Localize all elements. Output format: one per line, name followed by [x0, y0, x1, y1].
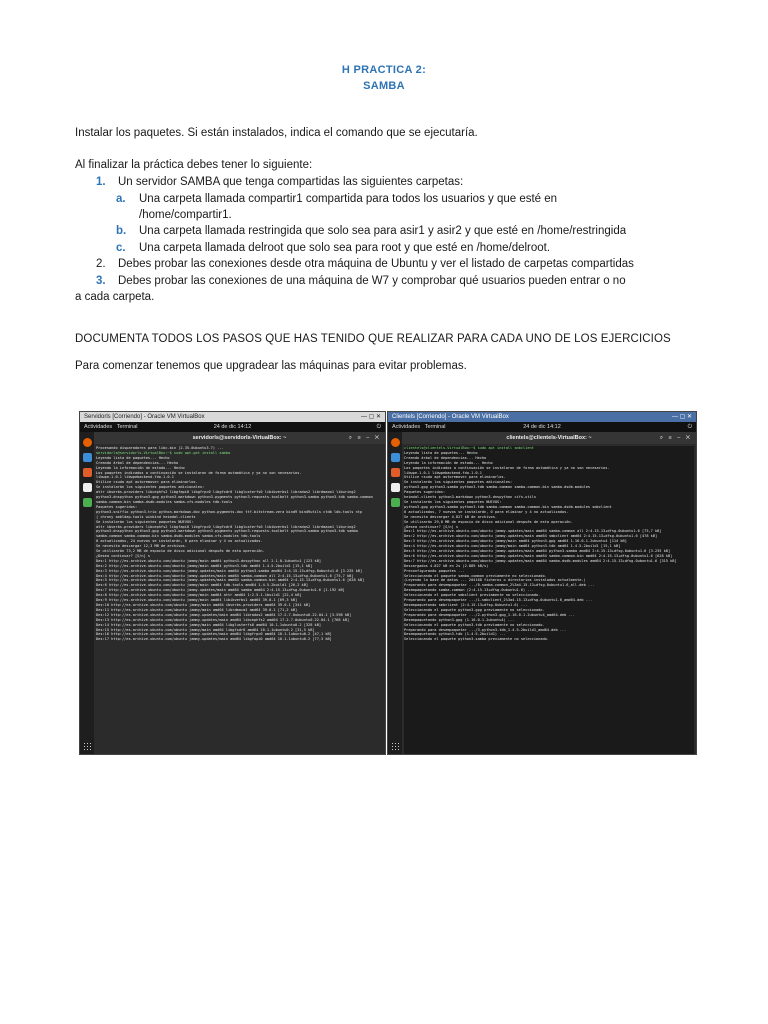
terminal-line: samba-common-bin samba-dsdb-modules samba-vfs-modules tdb-tools	[96, 499, 233, 504]
window-controls: — ▢ ✕	[360, 414, 381, 420]
list-item-3-wrap: a cada carpeta.	[75, 291, 155, 303]
ubuntu-dock	[80, 432, 94, 754]
terminal-titlebar	[402, 432, 696, 444]
terminal-line: Preconfigurando paquetes ...	[404, 568, 465, 573]
sublist-letter-b: b.	[116, 225, 127, 237]
ubuntu-dock	[388, 432, 402, 754]
terminal-line: Desempaquetando python3-tdb (1.4.5-2build1) ...	[404, 632, 506, 637]
terminal-titlebar	[94, 432, 385, 444]
terminal-output	[96, 446, 383, 754]
sublist-letter-c: c.	[116, 242, 126, 254]
terminal-line: Se utilizarán 73,2 MB de espacio de disco adicional después de esta operación.	[96, 549, 265, 554]
files-icon	[391, 453, 400, 462]
terminal-app-label: Terminal	[116, 424, 138, 430]
terminal-line: Des:16 http://es.archive.ubuntu.com/ubuntu jammy-updates/main amd64 libgfrpc0 amd64 10.1-1ubuntu0.2 [47,1 kB]	[96, 632, 332, 637]
terminal-line: Los paquetes indicados a continuación se instalaron de forma automática y ya no son necesarios.	[404, 465, 610, 470]
terminal-line: Des:1 http://es.archive.ubuntu.com/ubuntu jammy-updates/main amd64 samba-common all 2:4.15.13+dfsg-0ubuntu1.6 [75,7 kB]	[404, 529, 662, 534]
terminal-line: Seleccionando el paquete smbclient previamente no seleccionado.	[404, 593, 541, 598]
terminal-line: Creando árbol de dependencias... Hecho	[96, 460, 179, 465]
terminal-line: Preparando para desempaquetar .../3-python3-tdb_1.4.5-2build1_amd64.deb ...	[404, 627, 567, 632]
terminal-line: Se necesita descargar 4.827 kB de archivos.	[404, 514, 498, 519]
window-controls: — ▢ ✕	[671, 414, 692, 420]
terminal-line: ¿Desea continuar? [S/n] s	[96, 553, 151, 558]
sublist-letter-a: a.	[116, 193, 126, 205]
terminal-line: ¿Desea continuar? [S/n] s	[404, 524, 459, 529]
server-vm-screenshot	[79, 411, 386, 755]
clock: 24 de dic 14:12	[213, 424, 252, 430]
terminal-line: 0 actualizados, 7 nuevos se instalarán, 0 para eliminar y 4 no actualizados.	[404, 509, 569, 514]
terminal-line: Se necesita descargar 12,3 MB de archivos.	[96, 544, 187, 549]
terminal-line: Des:6 http://es.archive.ubuntu.com/ubuntu jammy/main amd64 tdb-tools amd64 1.4.5-2build1 [26,2 kB]	[96, 583, 309, 588]
terminal-line: Leyendo la información de estado... Hecho	[96, 465, 185, 470]
terminal-line: Seleccionando el paquete samba-common previamente no seleccionado.	[404, 573, 547, 578]
sublist-item-a: Una carpeta llamada compartir1 compartida para todos los usuarios y que esté en	[139, 193, 558, 205]
terminal-line: clientels@clientels-VirtualBox:~$ sudo apt install smbclient	[404, 446, 534, 450]
terminal-line: Utilice «sudo apt autoremove» para eliminarlos.	[96, 480, 198, 485]
terminal-line: Des:3 http://es.archive.ubuntu.com/ubuntu jammy/main amd64 python3-gpg amd64 1.16.0-1.2ubuntu4 [114 kB]	[404, 539, 627, 544]
vbox-titlebar	[388, 412, 696, 422]
terminal-line: Des:5 http://es.archive.ubuntu.com/ubuntu jammy-updates/main amd64 samba-common-bin amd64 2:4.15.13+dfsg-0ubuntu1.6 [628 kB]	[96, 578, 365, 583]
terminal-line: Desempaquetando python3-gpg (1.16.0-1.2ubuntu4) ...	[404, 617, 515, 622]
documenta-heading: DOCUMENTA TODOS LOS PASOS QUE HAS TENIDO QUE REALIZAR PARA CADA UNO DE LOS EJERCICIOS	[75, 333, 671, 345]
client-vm-screenshot	[387, 411, 697, 755]
software-icon	[83, 468, 92, 477]
terminal-line: heimdal-clients python3-markdown python3-dnspython cifs-utils	[404, 495, 536, 500]
terminal-line: Des:7 http://es.archive.ubuntu.com/ubuntu jammy-updates/main amd64 samba amd64 2:4.15.13+dfsg-0ubuntu1.6 [1.192 kB]	[96, 588, 345, 593]
terminal-line: python3-gpg python3-samba python3-tdb samba-common samba-common-bin samba-dsdb-modules smbclient	[404, 504, 612, 509]
terminal-line: Des:3 http://es.archive.ubuntu.com/ubuntu jammy-updates/main amd64 python3-samba amd64 2:4.15.13+dfsg-0ubuntu1.6 [3.235 kB]	[96, 568, 363, 573]
terminal-line: Des:7 http://es.archive.ubuntu.com/ubuntu jammy-updates/main amd64 samba-dsdb-modules amd64 2:4.15.13+dfsg-0ubuntu1.6 [315 kB]	[404, 558, 677, 563]
sublist-item-c: Una carpeta llamada delroot que solo sea para root y que esté en /home/delroot.	[139, 242, 551, 254]
terminal-line: (Leyendo la base de datos ... 204168 ficheros o directorios instalados actualmente.)	[404, 578, 586, 583]
terminal-line: Creando árbol de dependencias... Hecho	[404, 455, 487, 460]
terminal-controls-icon: ⌕ ≡ – ✕	[348, 435, 381, 441]
terminal-line: Preparando para desempaquetar .../0-samba-common_2%3a4.15.13+dfsg-0ubuntu1.6_all.deb ...	[404, 583, 595, 588]
firefox-icon	[391, 438, 400, 447]
list-number-3: 3.	[96, 275, 106, 287]
files-icon	[83, 453, 92, 462]
terminal-line: Preparando para desempaquetar .../2-python3-gpg_1.16.0-1.2ubuntu4_amd64.deb ...	[404, 612, 575, 617]
help-icon	[83, 483, 92, 492]
terminal-line: Des:15 http://es.archive.ubuntu.com/ubuntu jammy/main amd64 libgfxdr0 amd64 10.1-1ubuntu0.2 [31,5 kB]	[96, 627, 315, 632]
terminal-line: python3-dnspython python3-gpg python3-markdown python3-pygments python3-requests-toolbelt python3-samba python3-tdb samba-common	[96, 495, 373, 500]
terminal-line: Des:2 http://es.archive.ubuntu.com/ubuntu jammy-updates/main amd64 smbclient amd64 2:4.15.13+dfsg-0ubuntu1.6 [478 kB]	[404, 534, 658, 539]
software-icon	[391, 468, 400, 477]
terminal-line: Des:9 http://es.archive.ubuntu.com/ubuntu jammy/main amd64 libibverbs1 amd64 39.0-1 [69,3 kB]	[96, 598, 298, 603]
doc-subtitle: SAMBA	[363, 80, 405, 92]
terminal-line: attr ibverbs-providers libcephfs2 libgfapi0 libgfrpc0 libgfxdr0 libglusterfs0 libibverbs1 librados2 librdmacm1 liburing2	[96, 490, 356, 495]
system-tray-icon: ⏻	[687, 424, 692, 430]
list-item-2: Debes probar las conexiones desde otra máquina de Ubuntu y ver el listado de carpetas compartidas	[118, 258, 634, 270]
terminal-line: Leyendo lista de paquetes... Hecho	[96, 455, 170, 460]
activities-label: Actividades	[392, 424, 421, 430]
terminal-line: Los paquetes indicados a continuación se instalaron de forma automática y ya no son necesarios.	[96, 470, 302, 475]
app-grid-icon	[83, 742, 91, 750]
terminal-line: Seleccionando el paquete python3-gpg previamente no seleccionado.	[404, 607, 545, 612]
list-item-1: Un servidor SAMBA que tenga compartidas las siguientes carpetas:	[118, 176, 464, 188]
vbox-title: Servidorls [Corriendo] - Oracle VM VirtualBox	[84, 414, 205, 420]
terminal-line: Des:11 http://es.archive.ubuntu.com/ubuntu jammy/main amd64 librdmacm1 amd64 39.0-1 [71,2 kB]	[96, 607, 298, 612]
terminal-line: libwpe-1.0-1 libwpebackend-fdo-1.0-1	[96, 475, 174, 480]
terminal-line: Des:1 http://es.archive.ubuntu.com/ubuntu jammy/main amd64 python3-dnspython all 2.1.0-1ubuntu1 [123 kB]	[96, 558, 322, 563]
terminal-line: Des:2 http://es.archive.ubuntu.com/ubuntu jammy/main amd64 python3-tdb amd64 1.4.5-2build1 [15,1 kB]	[96, 563, 313, 568]
terminal-line: Des:4 http://es.archive.ubuntu.com/ubuntu jammy-updates/main amd64 samba-common all 2:4.15.13+dfsg-0ubuntu1.6 [75,7 kB]	[96, 573, 354, 578]
terminal-line: Se instalarán los siguientes paquetes NUEVOS:	[404, 499, 502, 504]
terminal-line: Preparando para desempaquetar .../1-smbclient_2%3a4.15.13+dfsg-0ubuntu1.6_amd64.deb ...	[404, 598, 593, 603]
terminal-line: Des:8 http://es.archive.ubuntu.com/ubuntu jammy/main amd64 attr amd64 1:2.5.1-1build1 [22,4 kB]	[96, 593, 302, 598]
terminal-line: Seleccionando el paquete python3-tdb previamente no seleccionado.	[404, 622, 545, 627]
terminal-line: Paquetes sugeridos:	[96, 504, 138, 509]
terminal-line: libwpe-1.0-1 libwpebackend-fdo-1.0-1	[404, 470, 482, 475]
terminal-line: Leyendo lista de paquetes... Hecho	[404, 450, 478, 455]
terminal-output	[404, 446, 694, 754]
terminal-line: Des:10 http://es.archive.ubuntu.com/ubuntu jammy/main amd64 ibverbs-providers amd64 39.0-1 [341 kB]	[96, 603, 311, 607]
trash-icon	[83, 498, 92, 507]
terminal-line: Procesando disparadores para libc-bin (2.35-0ubuntu3.7) ...	[96, 446, 224, 450]
vbox-title: Clientels [Corriendo] - Oracle VM VirtualBox	[392, 414, 509, 420]
terminal-title: servidorls@servidorls-VirtualBox: ~	[192, 435, 287, 441]
doc-title: H PRACTICA 2:	[341, 64, 427, 76]
final-intro-paragraph: Al finalizar la práctica debes tener lo siguiente:	[75, 159, 313, 171]
terminal-line: attr ibverbs-providers libcephfs2 libgfapi0 libgfrpc0 libgfxdr0 libglusterfs0 libibverbs1 librados2 librdmacm1 liburing2	[96, 524, 356, 529]
terminal-line: Des:6 http://es.archive.ubuntu.com/ubuntu jammy-updates/main amd64 samba-common-bin amd64 2:4.15.13+dfsg-0ubuntu1.6 [628 kB]	[404, 553, 673, 558]
terminal-line: Descargados 4.827 kB en 2s (2.889 kB/s)	[404, 563, 489, 568]
intro-paragraph: Instalar los paquetes. Si están instalados, indica el comando que se ejecutaría.	[75, 127, 478, 139]
activities-label: Actividades	[84, 424, 113, 430]
terminal-line: | chrony smbldap-tools winbind heimdal-clients	[96, 514, 196, 519]
list-item-3: Debes probar las conexiones de una máquina de W7 y comprobar qué usuarios pueden entrar o no	[118, 275, 626, 287]
terminal-line: Seleccionando el paquete python3-samba previamente no seleccionado.	[404, 637, 549, 642]
terminal-line: Des:13 http://es.archive.ubuntu.com/ubuntu jammy-updates/main amd64 libcephfs2 amd64 17.2.7-0ubuntu0.22.04.1 [768 kB]	[96, 617, 350, 622]
terminal-line: Se instalarán los siguientes paquetes adicionales:	[404, 480, 513, 485]
terminal-app-label: Terminal	[424, 424, 446, 430]
trash-icon	[391, 498, 400, 507]
gnome-topbar	[388, 422, 696, 432]
firefox-icon	[83, 438, 92, 447]
upgrade-paragraph: Para comenzar tenemos que upgradear las máquinas para evitar problemas.	[75, 360, 467, 372]
sublist-item-a-wrap: /home/compartir1.	[139, 209, 232, 221]
help-icon	[391, 483, 400, 492]
terminal-line: Paquetes sugeridos:	[404, 490, 446, 495]
terminal-title: clientels@clientels-VirtualBox: ~	[506, 435, 592, 441]
terminal-line: Des:12 http://es.archive.ubuntu.com/ubuntu jammy-updates/main amd64 librados2 amd64 17.2.7-0ubuntu0.22.04.1 [3.598 kB]	[96, 612, 352, 617]
terminal-line: 0 actualizados, 24 nuevos se instalarán, 0 para eliminar y 4 no actualizados.	[96, 539, 263, 544]
terminal-controls-icon: ⌕ ≡ – ✕	[659, 435, 692, 441]
terminal-line: Des:4 http://es.archive.ubuntu.com/ubuntu jammy/main amd64 python3-tdb amd64 1.4.5-2build1 [15,1 kB]	[404, 544, 621, 549]
terminal-line: samba-common samba-common-bin samba-dsdb-modules samba-vfs-modules tdb-tools	[96, 534, 261, 539]
app-grid-icon	[391, 742, 399, 750]
system-tray-icon: ⏻	[376, 424, 381, 430]
terminal-line: python3-gpg python3-samba python3-tdb samba-common samba-common-bin samba-dsdb-modules	[404, 485, 591, 490]
terminal-line: Desempaquetando samba-common (2:4.15.13+dfsg-0ubuntu1.6) ...	[404, 588, 534, 593]
sublist-item-b: Una carpeta llamada restringida que solo sea para asir1 y asir2 y que esté en /home/restringida	[139, 225, 627, 237]
list-number-2: 2.	[96, 258, 106, 270]
terminal-line: Des:14 http://es.archive.ubuntu.com/ubuntu jammy/main amd64 libglusterfs0 amd64 10.1-1ubuntu0.2 [328 kB]	[96, 622, 322, 627]
terminal-line: Desempaquetando smbclient (2:4.15.13+dfsg-0ubuntu1.6) ...	[404, 603, 528, 607]
vbox-titlebar	[80, 412, 385, 422]
terminal-line: Se utilizarán 29,0 MB de espacio de disco adicional después de esta operación.	[404, 519, 573, 524]
terminal-line: Utilice «sudo apt autoremove» para eliminarlos.	[404, 475, 506, 480]
terminal-line: Se instalarán los siguientes paquetes NUEVOS:	[96, 519, 194, 524]
terminal-line: Leyendo la información de estado... Hecho	[404, 460, 493, 465]
terminal-line: Des:5 http://es.archive.ubuntu.com/ubuntu jammy-updates/main amd64 python3-samba amd64 2:4.15.13+dfsg-0ubuntu1.6 [3.235 kB]	[404, 549, 671, 554]
terminal-line: Des:17 http://es.archive.ubuntu.com/ubuntu jammy-updates/main amd64 libgfapi0 amd64 10.1-1ubuntu0.2 [77,3 kB]	[96, 637, 332, 642]
list-number-1: 1.	[96, 176, 106, 188]
clock: 24 de dic 14:12	[523, 424, 561, 430]
terminal-line: servidorls@servidorls-VirtualBox:~$ sudo apt-get install samba	[96, 450, 231, 455]
terminal-line: python3-dnspython python3-gpg python3-markdown python3-pygments python3-requests-toolbelt python3-samba python3-tdb samba	[96, 529, 358, 534]
terminal-line: Se instalarán los siguientes paquetes adicionales:	[96, 485, 205, 490]
terminal-line: python3-sniffio python3-trio python-markdown-doc python-pygments-doc ttf-bitstream-vera bind9 bind9utils ctdb ldb-tools ntp	[96, 509, 363, 514]
gnome-topbar	[80, 422, 385, 432]
